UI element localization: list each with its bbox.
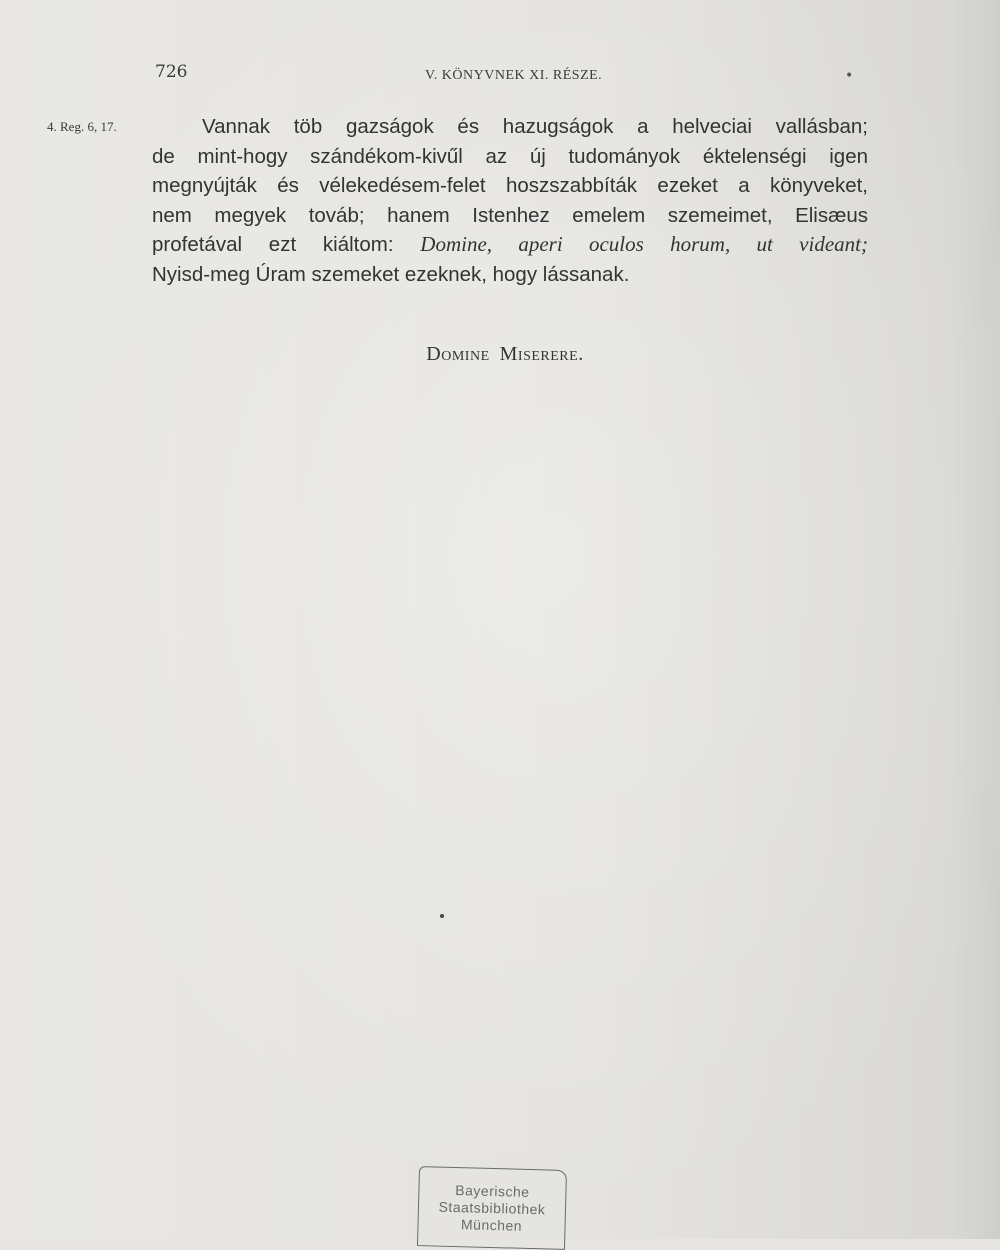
margin-reference: 4. Reg. 6, 17. — [47, 119, 117, 134]
running-head: V. KÖNYVNEK XI. RÉSZE. — [425, 68, 603, 83]
body-paragraph — [152, 112, 868, 289]
body-line: nem megyek továb; hanem Istenhez emelem szemeimet, Elisæus — [152, 203, 868, 227]
body-line: Vannak töb gazságok és hazugságok a helveciai vallásban; — [202, 115, 868, 138]
body-line: Nyisd-meg Úram szemeket ezeknek, hogy lássanak. — [152, 262, 630, 286]
body-line: megnyújták és vélekedésem-felet hoszszabbíták ezeket a könyveket, — [152, 174, 868, 197]
closing-word: Domine — [426, 343, 490, 365]
ink-speck — [440, 914, 444, 918]
body-line — [152, 230, 868, 260]
body-line-text: profetával ezt kiáltom: — [152, 233, 394, 256]
stamp-line: Staatsbibliothek — [438, 1198, 546, 1218]
closing-word: Miserere. — [499, 343, 584, 365]
page-header — [0, 62, 1000, 92]
header-ornament: • — [845, 68, 854, 84]
closing-heading — [0, 343, 1000, 366]
page-number: 726 — [155, 62, 188, 82]
body-line: de mint-hogy szándékom-kivűl az új tudományok éktelenségi igen — [152, 144, 868, 168]
library-stamp — [417, 1166, 567, 1250]
latin-quote: Domine, aperi oculos horum, ut videant; — [420, 232, 868, 256]
stamp-line: München — [460, 1216, 523, 1234]
stamp-line: Bayerische — [455, 1182, 530, 1200]
